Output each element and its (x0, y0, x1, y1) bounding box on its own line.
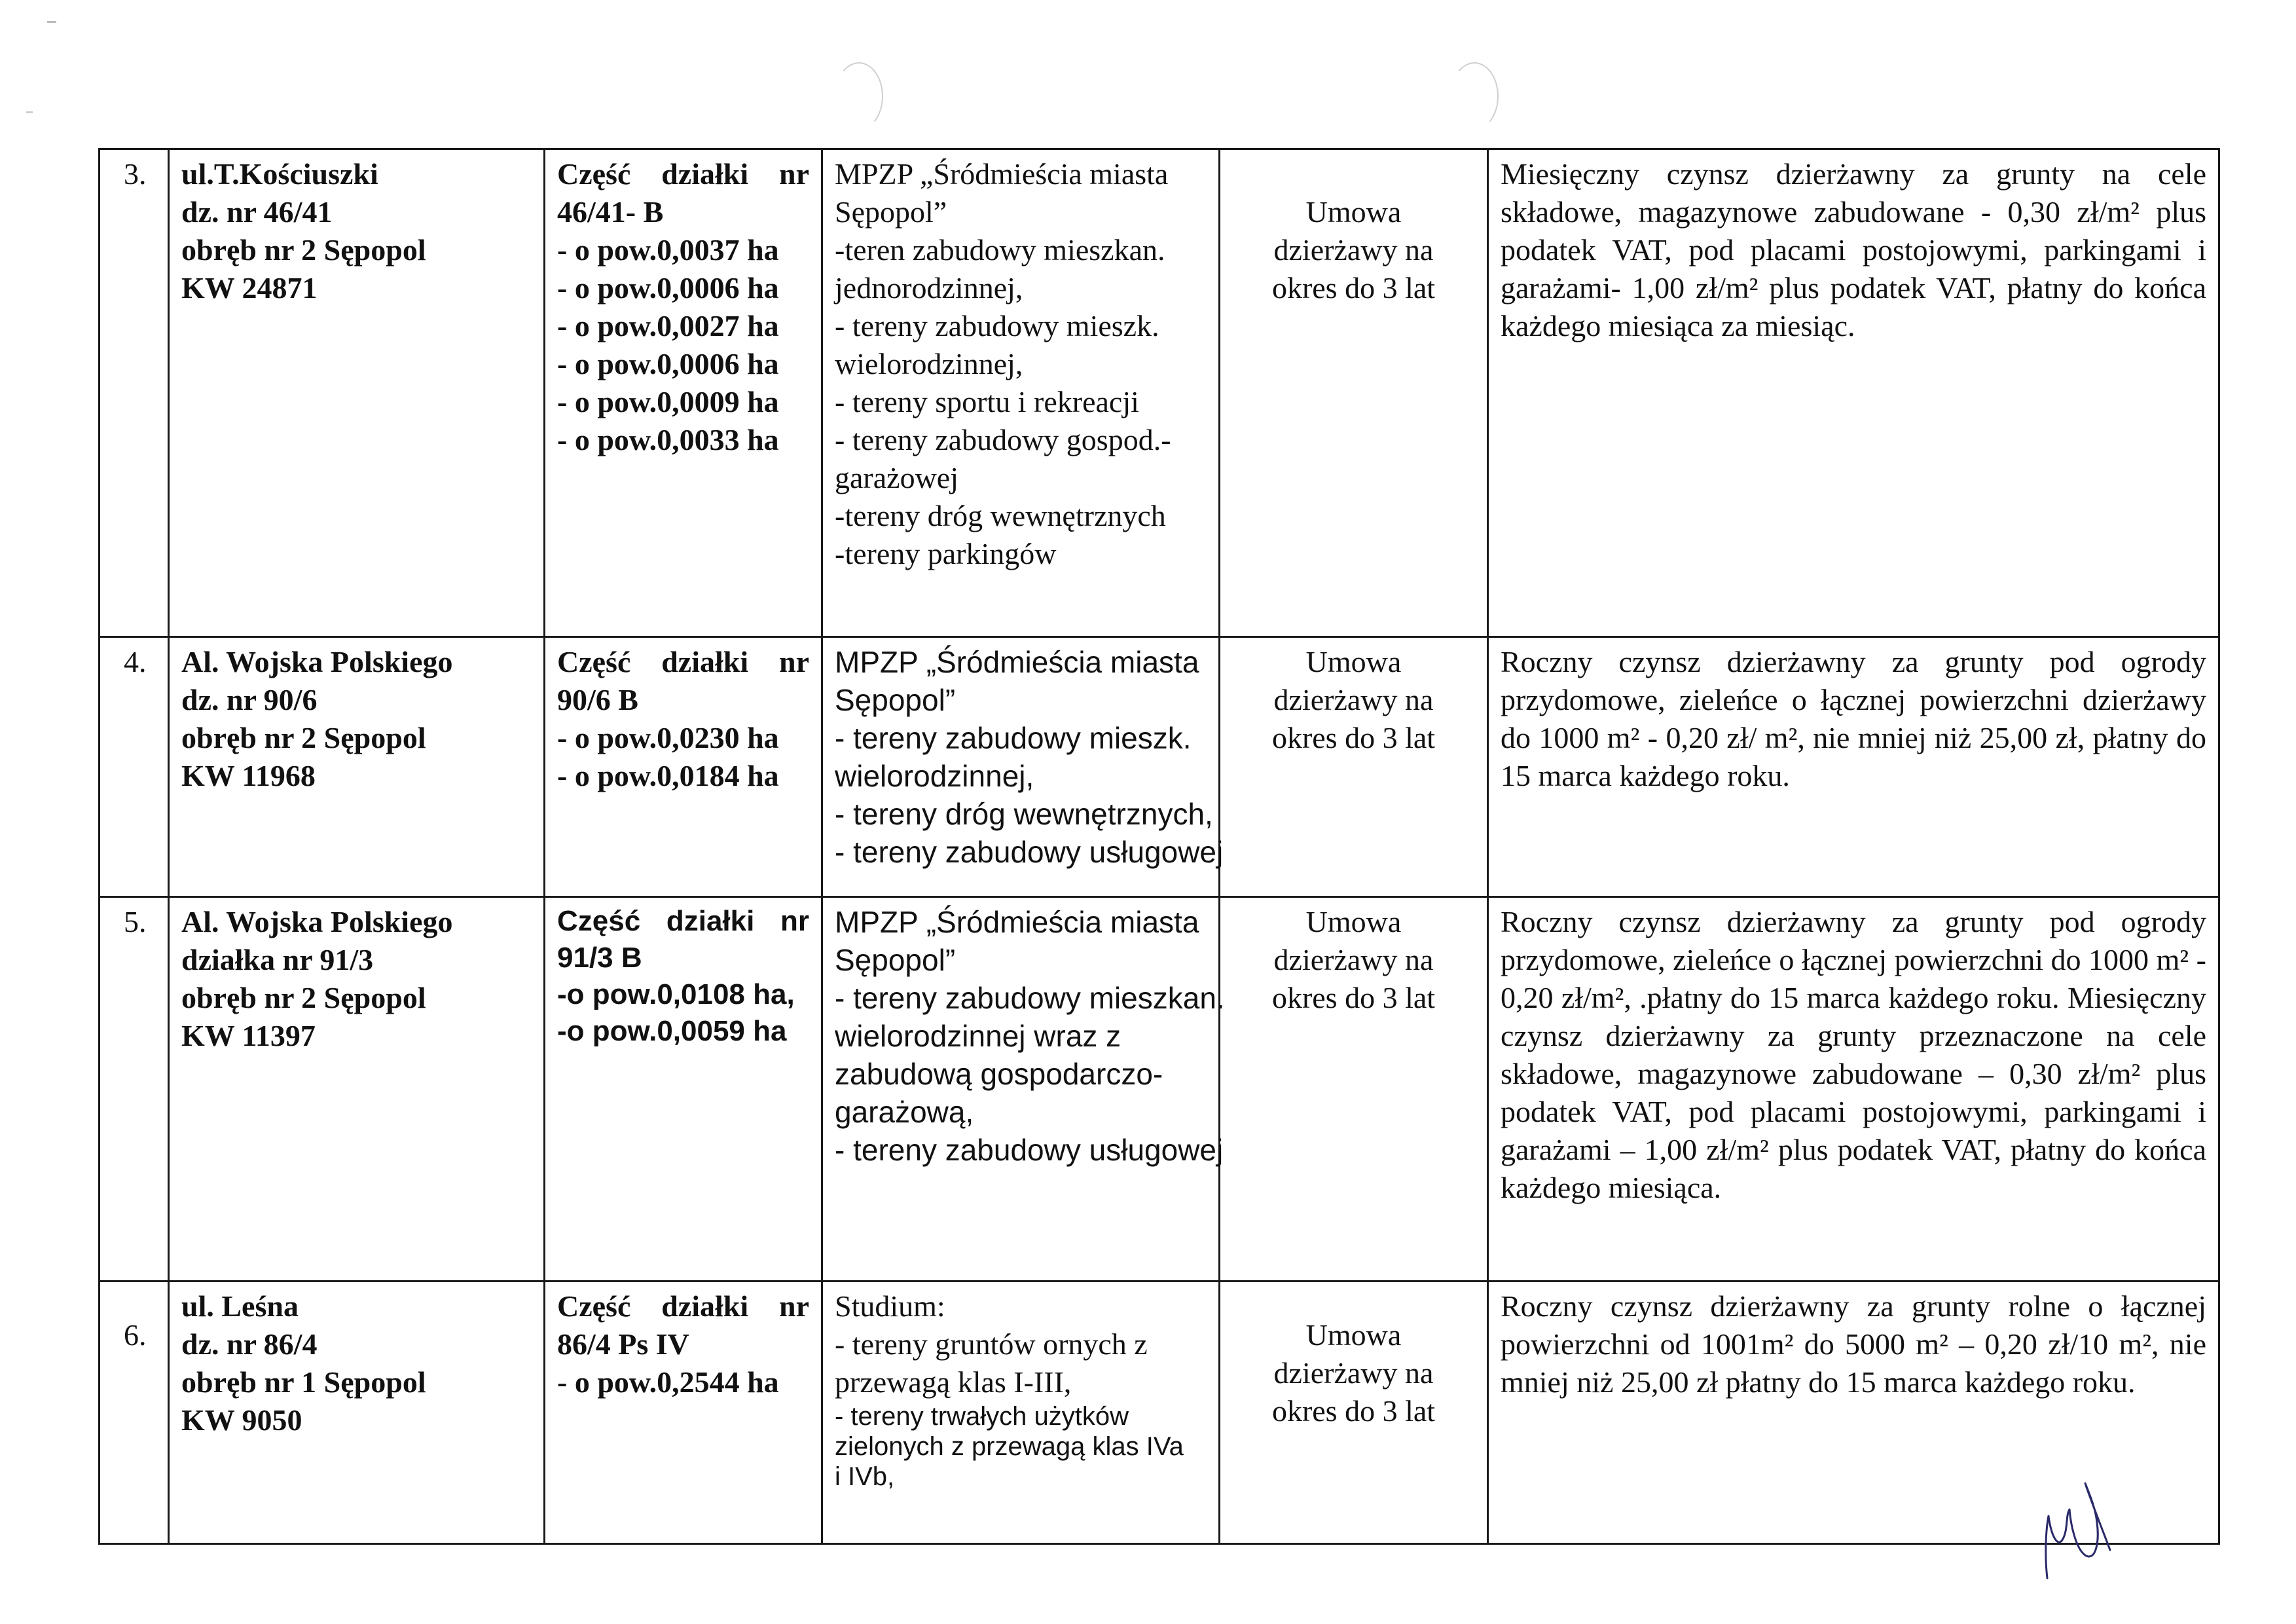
plot-id: dz. nr 86/4 (181, 1327, 318, 1361)
precinct: obręb nr 2 Sępopol (181, 233, 426, 267)
zoning-plan-cell (822, 897, 1225, 1282)
plot-part-cell (545, 637, 822, 897)
street: ul. Leśna (181, 1289, 299, 1323)
row-number: 5. (100, 897, 169, 1282)
plan-line: -tereny parkingów (835, 537, 1057, 570)
lease-type-cell: Umowa dzierżawy na okres do 3 lat (1220, 1282, 1488, 1544)
plot-line: - o pow.0,2544 ha (557, 1365, 779, 1399)
land-register: KW 11968 (181, 759, 316, 792)
plot-line: 90/6 B (557, 683, 638, 716)
plan-line: Sępopol” (835, 943, 956, 977)
row-number: 6. (100, 1282, 169, 1544)
plot-part-heading: Część działki nr (557, 905, 809, 937)
rent-cell: Roczny czynsz dzierżawny za grunty pod ogrody przydomowe, zieleńce o łącznej powierzchni do 1000 m² - 0,20 zł/m², .płatny do 15 marca każdego roku. Miesięczny czynsz dzierżawny za grunty przeznaczone na cele składowe, magazynowe zabudowane – 0,30 zł/m² plus podatek VAT, pod placami postojowymi, parkingami i garażami – 1,00 zł/m² plus podatek VAT, płatny do końca każdego miesiąca. (1488, 897, 2219, 1282)
plot-id: dz. nr 46/41 (181, 195, 333, 229)
row-number: 4. (100, 637, 169, 897)
plot-line: - o pow.0,0033 ha (557, 423, 779, 456)
land-register: KW 11397 (181, 1019, 316, 1052)
scan-artifact (47, 21, 56, 23)
land-register: KW 24871 (181, 271, 318, 304)
plot-line: 91/3 B (557, 942, 642, 974)
plot-line: - o pow.0,0006 ha (557, 347, 779, 380)
plan-line: - tereny zabudowy usługowej (835, 835, 1224, 869)
precinct: obręb nr 2 Sępopol (181, 721, 426, 754)
lease-type-cell: Umowa dzierżawy na okres do 3 lat (1220, 637, 1488, 897)
street: Al. Wojska Polskiego (181, 905, 453, 938)
punch-hole-mark (1450, 62, 1499, 130)
precinct: obręb nr 1 Sępopol (181, 1365, 426, 1399)
punch-hole-mark (835, 62, 883, 130)
plot-line: - o pow.0,0006 ha (557, 271, 779, 304)
plan-line: - tereny zabudowy mieszkan. (835, 981, 1225, 1015)
location-cell (169, 897, 545, 1282)
lease-type-cell: Umowa dzierżawy na okres do 3 lat (1220, 149, 1488, 637)
plan-line: zabudową gospodarczo- (835, 1057, 1163, 1091)
rent-cell: Miesięczny czynsz dzierżawny za grunty na cele składowe, magazynowe zabudowane - 0,30 zł/m² plus podatek VAT, pod placami postojowymi, parkingami i garażami- 1,00 zł/m² plus podatek VAT, płatny do końca każdego miesiąca za miesiąc. (1488, 149, 2219, 637)
plot-line: 46/41- B (557, 195, 664, 229)
plot-line: - o pow.0,0027 ha (557, 309, 779, 342)
plan-line: MPZP „Śródmieścia miasta (835, 645, 1199, 679)
plan-line: i IVb, (835, 1462, 895, 1491)
plot-part-heading: Część działki nr (557, 157, 809, 191)
plan-line: - tereny sportu i rekreacji (835, 385, 1139, 418)
scan-artifact (26, 111, 33, 113)
plan-line: - tereny dróg wewnętrznych, (835, 797, 1213, 831)
table-row (100, 897, 2219, 1282)
rent-cell: Roczny czynsz dzierżawny za grunty rolne o łącznej powierzchni od 1001m² do 5000 m² – 0,20 zł/10 m², nie mniej niż 25,00 zł płatny do 15 marca każdego roku. (1488, 1282, 2219, 1544)
plan-line: jednorodzinnej, (835, 271, 1023, 304)
plan-line: - tereny zabudowy mieszk. (835, 721, 1192, 755)
rent-cell: Roczny czynsz dzierżawny za grunty pod ogrody przydomowe, zieleńce o łącznej powierzchni dzierżawy do 1000 m² - 0,20 zł/ m², nie mniej niż 25,00 zł, płatny do 15 marca każdego roku. (1488, 637, 2219, 897)
plot-line: - o pow.0,0230 ha (557, 721, 779, 754)
plan-line: Sępopol” (835, 195, 947, 229)
table-row (100, 1282, 2219, 1544)
plan-line: Studium: (835, 1289, 945, 1323)
plan-line: garażową, (835, 1095, 974, 1129)
lease-table (98, 148, 2220, 1545)
plot-line: - o pow.0,0184 ha (557, 759, 779, 792)
plan-line: - tereny trwałych użytków (835, 1402, 1129, 1431)
plot-id: działka nr 91/3 (181, 943, 374, 976)
plan-line: - tereny gruntów ornych z (835, 1327, 1148, 1361)
precinct: obręb nr 2 Sępopol (181, 981, 426, 1014)
plan-line: garażowej (835, 461, 958, 494)
plan-line: przewagą klas I-III, (835, 1365, 1072, 1399)
plot-part-cell (545, 149, 822, 637)
plot-line: -o pow.0,0108 ha, (557, 978, 795, 1010)
plot-part-cell (545, 897, 822, 1282)
plan-line: wielorodzinnej, (835, 759, 1034, 793)
plot-line: - o pow.0,0037 ha (557, 233, 779, 267)
plot-part-heading: Część działki nr (557, 1289, 809, 1323)
plan-line: wielorodzinnej wraz z (835, 1019, 1121, 1053)
table-row (100, 637, 2219, 897)
row-number: 3. (100, 149, 169, 637)
plot-id: dz. nr 90/6 (181, 683, 318, 716)
plan-line: - tereny zabudowy mieszk. (835, 309, 1159, 342)
street: Al. Wojska Polskiego (181, 645, 453, 678)
street: ul.T.Kościuszki (181, 157, 378, 191)
plan-line: -tereny dróg wewnętrznych (835, 499, 1166, 532)
lease-type-cell: Umowa dzierżawy na okres do 3 lat (1220, 897, 1488, 1282)
plot-part-heading: Część działki nr (557, 645, 809, 678)
plan-line: zielonych z przewagą klas IVa (835, 1432, 1184, 1461)
zoning-plan-cell (822, 637, 1224, 897)
plot-part-cell (545, 1282, 822, 1544)
plan-line: MPZP „Śródmieścia miasta (835, 905, 1199, 939)
plot-line: 86/4 Ps IV (557, 1327, 689, 1361)
plan-line: - tereny zabudowy gospod.- (835, 423, 1171, 456)
plan-line: - tereny zabudowy usługowej (835, 1133, 1224, 1167)
land-register: KW 9050 (181, 1403, 302, 1437)
plan-line: wielorodzinnej, (835, 347, 1023, 380)
plan-line: Sępopol” (835, 683, 956, 717)
zoning-plan-cell (822, 1282, 1220, 1544)
plan-line: -teren zabudowy mieszkan. (835, 233, 1165, 267)
plot-line: -o pow.0,0059 ha (557, 1015, 787, 1047)
table-row (100, 149, 2219, 637)
location-cell (169, 149, 545, 637)
location-cell (169, 637, 545, 897)
plan-line: MPZP „Śródmieścia miasta (835, 157, 1169, 191)
plot-line: - o pow.0,0009 ha (557, 385, 779, 418)
zoning-plan-cell (822, 149, 1220, 637)
location-cell (169, 1282, 545, 1544)
handwritten-initials (2039, 1477, 2118, 1588)
